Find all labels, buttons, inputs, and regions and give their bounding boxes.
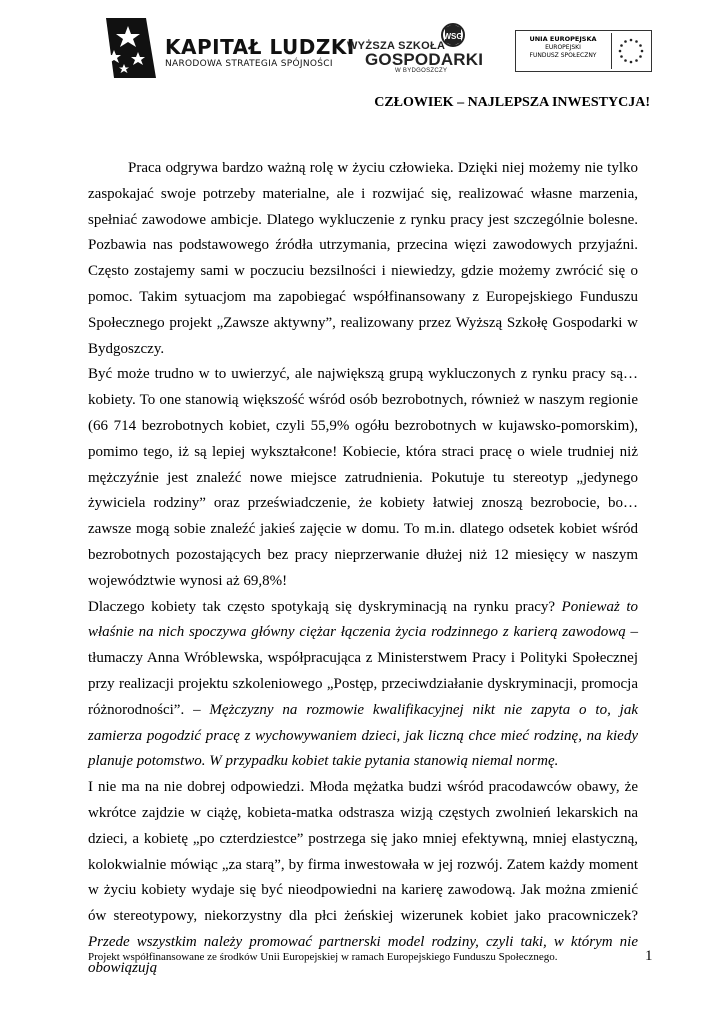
kapital-ludzki-title: KAPITAŁ LUDZKI <box>165 35 355 59</box>
eu-flag-icon <box>611 33 650 69</box>
eu-line3: FUNDUSZ SPOŁECZNY <box>529 52 597 59</box>
paragraph-4-part-a: I nie ma na nie dobrej odpowiedzi. Młoda mężatka budzi wśród pracodawców obawy, że wkrótce zajdzie w ciążę, kobieta-matka odstrasza wizją częstych zwolnień lekarskich na dzieci, a kobietę „po czterdziestce” postrzega się jako mniej efektywną, mniej elastyczną, kolokwialnie mówiąc „za starą”, by firma inwestowała w jej rozwój. Zatem każdy moment w życiu kobiety wydaje się być nieodpowiedni na karierę zawodową. Jak można zmienić ów stereotypowy, niekorzystny dla płci żeńskiej wizerunek kobiet jako pracowniczek? <box>88 779 638 925</box>
page-number: 1 <box>645 948 653 964</box>
eu-line2: EUROPEJSKI <box>545 44 581 51</box>
article-body <box>88 156 638 982</box>
eu-logo <box>515 30 652 72</box>
tagline: CZŁOWIEK – NAJLEPSZA INWESTYCJA! <box>374 95 650 110</box>
wsg-line3: W BYDGOSZCZY <box>395 68 448 74</box>
wsg-line2: GOSPODARKI <box>365 50 484 69</box>
paragraph-3-part-a: Dlaczego kobiety tak często spotykają się dyskryminacją na rynku pracy? <box>88 598 562 615</box>
paragraph-4-quote: Przede wszystkim należy promować partnerski model rodziny, czyli taki, w którym nie obowiązują <box>88 933 638 976</box>
paragraph-3-quote-a: Ponieważ to właśnie na nich spoczywa główny ciężar łączenia życia rodzinnego z karierą zawodową <box>88 598 638 641</box>
paragraph-2: Być może trudno w to uwierzyć, ale największą grupą wykluczonych z rynku pracy są… kobiety. To one stanowią większość wśród osób bezrobotnych, również w naszym regionie (66 714 bezrobotnych kobiet, czyli 55,9% ogółu bezrobotnych w kujawsko-pomorskim), pomimo tego, iż są lepiej wykształcone! Kobiecie, która straci pracę o wiele trudniej niż mężczyźnie jest znaleźć nowe miejsce zatrudnienia. Pokutuje tu stereotyp „jedynego żywiciela rodziny” oraz przeświadczenie, że kobiety łatwiej znoszą bezrobocie, bo… zawsze mogą sobie znaleźć jakieś zajęcie w domu. To m.in. dlatego odsetek kobiet wśród bezrobotnych pozostających bez pracy nieprzerwanie dłużej niż 12 miesięcy w naszym województwie wynosi aż 69,8%! <box>88 366 638 589</box>
kapital-ludzki-subtitle: NARODOWA STRATEGIA SPÓJNOŚCI <box>165 59 333 69</box>
kapital-ludzki-text <box>165 36 355 69</box>
wsg-badge-text: WSG <box>443 32 463 41</box>
paragraph-3 <box>88 595 638 776</box>
wsg-line1: WYŻSZA SZKOŁA <box>347 40 446 52</box>
kapital-ludzki-logo-icon <box>100 14 160 82</box>
paragraph-3-quote-b: Mężczyzny na rozmowie kwalifikacyjnej nikt nie zapyta o to, jak zamierza pogodzić pracę z wychowywaniem dzieci, jak liczną chce mieć rodzinę, na kiedy planuje potomstwo. W przypadku kobiet takie pytania stanowią niemal normę. <box>88 701 638 770</box>
eu-text <box>520 34 606 60</box>
footer-text: Projekt współfinansowane ze środków Unii Europejskiej w ramach Europejskiego Funduszu Społecznego. <box>88 951 558 963</box>
paragraph-3-part-c: – tłumaczy Anna Wróblewska, współpracująca z Ministerstwem Pracy i Polityki Społecznej przy realizacji projektu szkoleniowego „Postęp, przeciwdziałanie dyskryminacji, promocja różnorodności”. – <box>88 624 638 718</box>
paragraph-1: Praca odgrywa bardzo ważną rolę w życiu człowieka. Dzięki niej możemy nie tylko zaspokajać swoje potrzeby materialne, ale i rozwijać się, realizować własne marzenia, spełniać zawodowe ambicje. Dlatego wykluczenie z rynku pracy jest szczególnie bolesne. Pozbawia nas podstawowego źródła utrzymania, przecina więzi zawodowych przyjaźni. Często zostajemy sami w poczuciu bezsilności i niewiedzy, gdzie możemy zwrócić się o pomoc. Takim sytuacjom ma zapobiegać współfinansowany z Europejskiego Funduszu Społecznego projekt „Zawsze aktywny”, realizowany przez Wyższą Szkołę Gospodarki w Bydgoszczy. <box>88 160 638 357</box>
wsg-logo <box>345 22 484 78</box>
header <box>0 0 725 110</box>
eu-line1: UNIA EUROPEJSKA <box>529 35 597 43</box>
